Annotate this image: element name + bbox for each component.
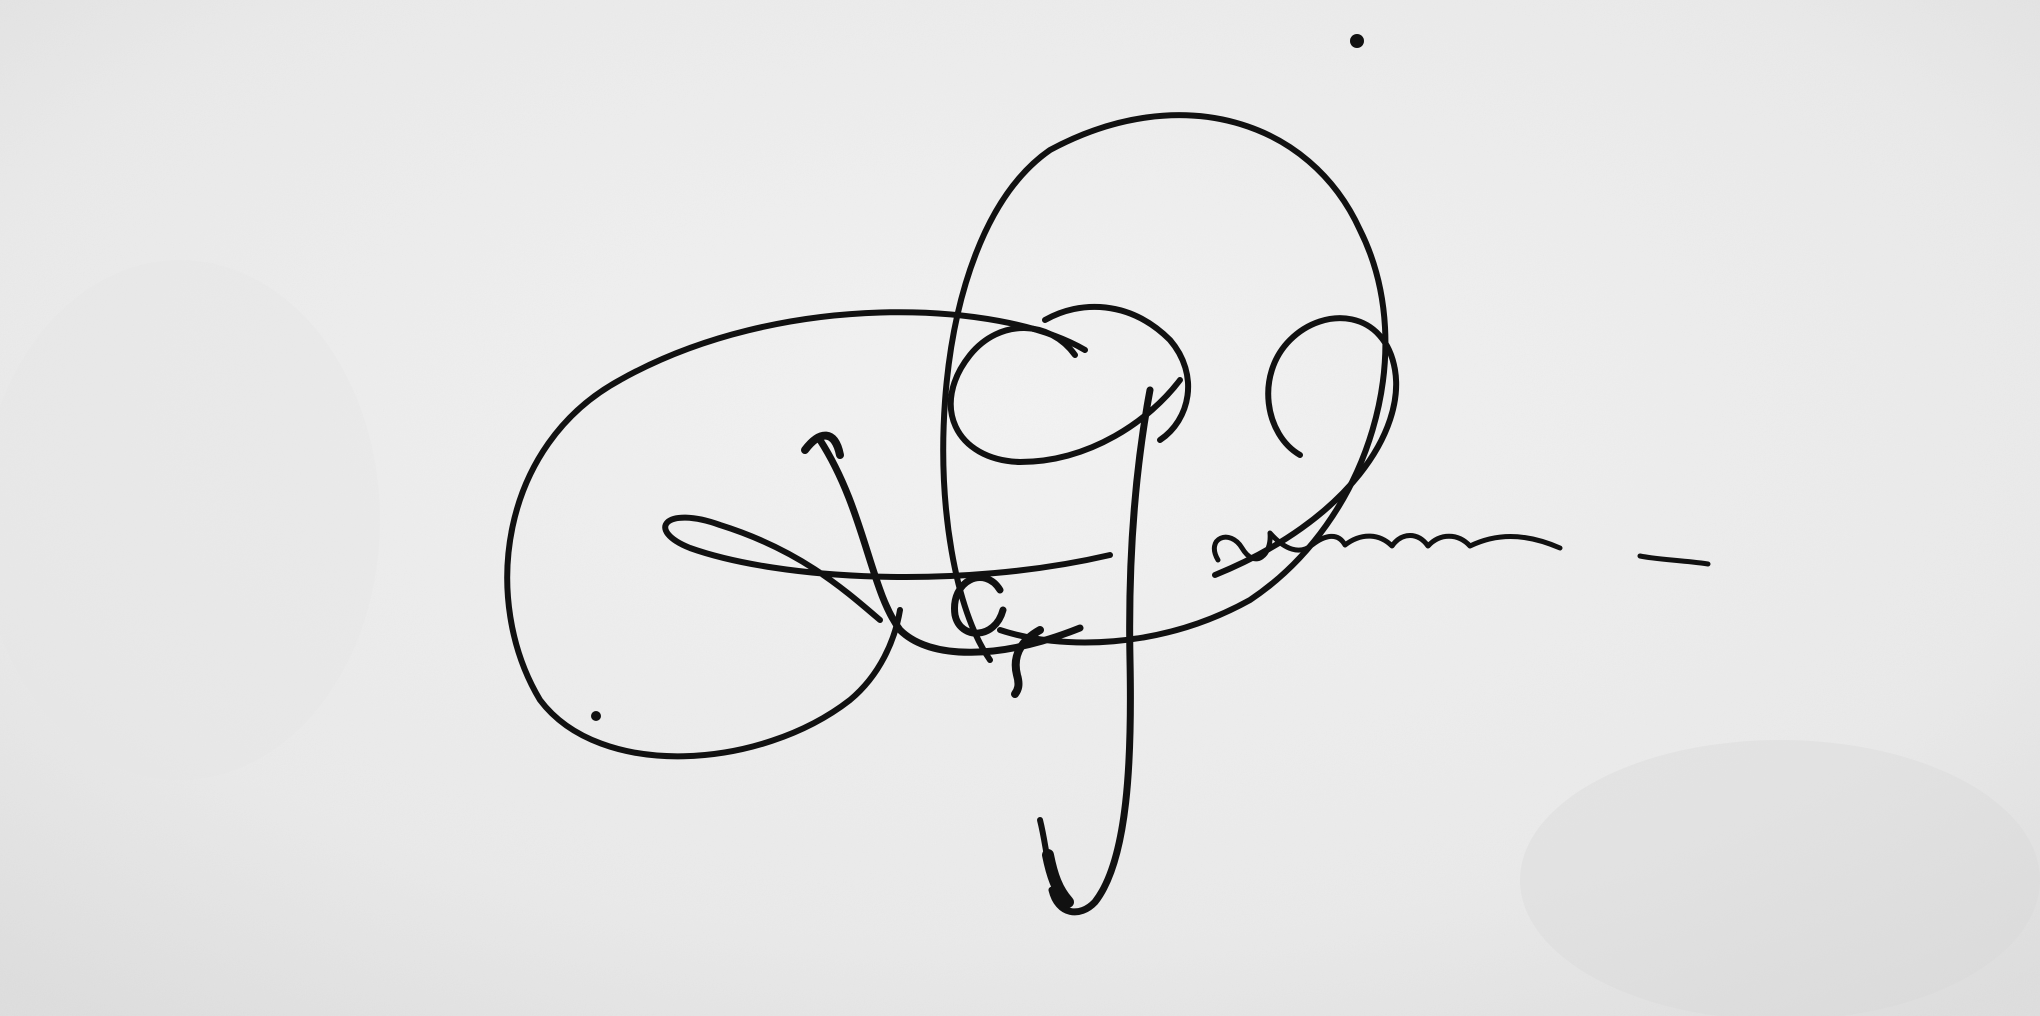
signature-ink — [507, 34, 1708, 912]
